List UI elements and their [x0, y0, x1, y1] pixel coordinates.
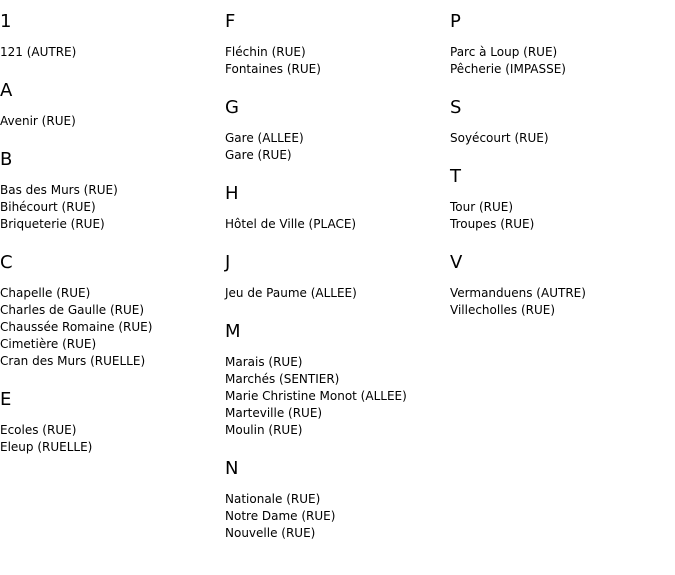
letter-group-f — [225, 10, 450, 78]
street-item[interactable]: Chapelle (RUE) — [0, 286, 91, 300]
letter-group-v — [450, 251, 675, 319]
letter-heading: 1 — [0, 11, 12, 32]
letter-heading: S — [450, 97, 462, 118]
street-list — [225, 130, 450, 164]
street-item[interactable]: Jeu de Paume (ALLEE) — [225, 286, 357, 300]
letter-group-e — [0, 388, 225, 456]
letter-group-n — [225, 457, 450, 542]
street-item[interactable]: Cimetière (RUE) — [0, 337, 97, 351]
street-item[interactable]: Bas des Murs (RUE) — [0, 183, 118, 197]
letter-heading: C — [0, 252, 13, 273]
street-item[interactable]: 121 (AUTRE) — [0, 45, 77, 59]
street-item[interactable]: Gare (RUE) — [225, 148, 292, 162]
street-list — [225, 491, 450, 542]
street-list — [225, 354, 450, 439]
letter-group-a — [0, 79, 225, 130]
street-item[interactable]: Charles de Gaulle (RUE) — [0, 303, 145, 317]
street-item[interactable]: Marteville (RUE) — [225, 406, 323, 420]
letter-heading: G — [225, 97, 239, 118]
letter-heading: P — [450, 11, 461, 32]
letter-heading: H — [225, 183, 239, 204]
street-item[interactable]: Vermanduens (AUTRE) — [450, 286, 586, 300]
street-item[interactable]: Notre Dame (RUE) — [225, 509, 336, 523]
street-item[interactable]: Bihécourt (RUE) — [0, 200, 96, 214]
letter-group-g — [225, 96, 450, 164]
letter-group-b — [0, 148, 225, 233]
street-item[interactable]: Ecoles (RUE) — [0, 423, 77, 437]
letter-group-j — [225, 251, 450, 302]
letter-group-t — [450, 165, 675, 233]
street-list — [0, 285, 225, 370]
letter-heading: M — [225, 321, 241, 342]
letter-heading: B — [0, 149, 13, 170]
street-item[interactable]: Fléchin (RUE) — [225, 45, 306, 59]
street-item[interactable]: Chaussée Romaine (RUE) — [0, 320, 153, 334]
street-index-column-1 — [0, 10, 225, 474]
street-list — [0, 44, 225, 61]
street-item[interactable]: Moulin (RUE) — [225, 423, 303, 437]
street-item[interactable]: Avenir (RUE) — [0, 114, 76, 128]
street-list — [450, 199, 675, 233]
street-item[interactable]: Marchés (SENTIER) — [225, 372, 340, 386]
letter-heading: V — [450, 252, 463, 273]
letter-group-s — [450, 96, 675, 147]
street-item[interactable]: Parc à Loup (RUE) — [450, 45, 558, 59]
street-list — [225, 44, 450, 78]
letter-group-c — [0, 251, 225, 370]
letter-group-m — [225, 320, 450, 439]
street-item[interactable]: Troupes (RUE) — [450, 217, 535, 231]
letter-heading: J — [225, 252, 231, 273]
street-list — [0, 422, 225, 456]
street-item[interactable]: Eleup (RUELLE) — [0, 440, 93, 454]
street-item[interactable]: Soyécourt (RUE) — [450, 131, 549, 145]
street-item[interactable]: Villecholles (RUE) — [450, 303, 556, 317]
letter-heading: A — [0, 80, 13, 101]
street-item[interactable]: Fontaines (RUE) — [225, 62, 321, 76]
street-item[interactable]: Tour (RUE) — [450, 200, 514, 214]
letter-heading: N — [225, 458, 239, 479]
letter-group-h — [225, 182, 450, 233]
street-item[interactable]: Hôtel de Ville (PLACE) — [225, 217, 357, 231]
street-item[interactable]: Briqueterie (RUE) — [0, 217, 105, 231]
street-index-column-2 — [225, 10, 450, 560]
letter-group-p — [450, 10, 675, 78]
street-list — [450, 44, 675, 78]
street-list — [0, 113, 225, 130]
street-item[interactable]: Nouvelle (RUE) — [225, 526, 316, 540]
street-index-column-3 — [450, 10, 675, 337]
street-item[interactable]: Marie Christine Monot (ALLEE) — [225, 389, 407, 403]
street-list — [450, 285, 675, 319]
letter-heading: F — [225, 11, 236, 32]
street-list — [225, 216, 450, 233]
street-item[interactable]: Pêcherie (IMPASSE) — [450, 62, 566, 76]
street-list — [225, 285, 450, 302]
letter-group-1 — [0, 10, 225, 61]
letter-heading: T — [450, 166, 461, 187]
street-item[interactable]: Marais (RUE) — [225, 355, 303, 369]
street-list — [0, 182, 225, 233]
street-item[interactable]: Nationale (RUE) — [225, 492, 321, 506]
letter-heading: E — [0, 389, 12, 410]
street-list — [450, 130, 675, 147]
street-item[interactable]: Cran des Murs (RUELLE) — [0, 354, 146, 368]
street-item[interactable]: Gare (ALLEE) — [225, 131, 304, 145]
